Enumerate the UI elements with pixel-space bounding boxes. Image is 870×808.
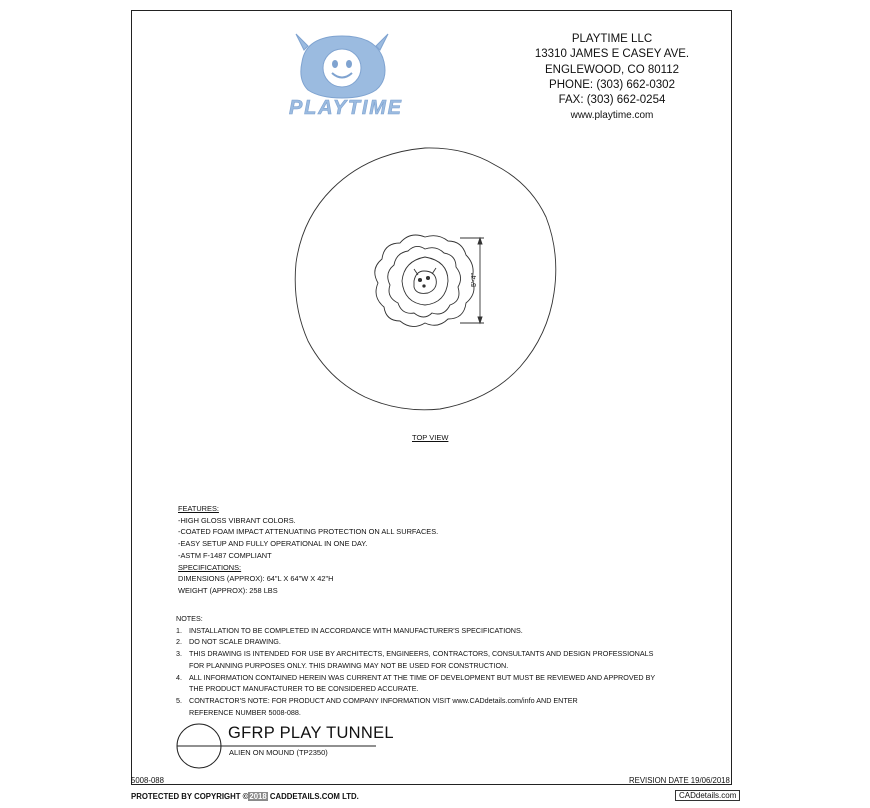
drawing-title: GFRP PLAY TUNNEL xyxy=(228,724,394,742)
drawing-subtitle: ALIEN ON MOUND (TP2350) xyxy=(229,748,328,757)
note-text: ALL INFORMATION CONTAINED HEREIN WAS CURRENT AT THE TIME OF DEVELOPMENT BUT MUST BE REVIEWED AND APPROVED BY xyxy=(189,672,656,682)
copyright-notice xyxy=(131,792,359,801)
note-item xyxy=(176,625,706,637)
note-number: 3. xyxy=(176,649,182,659)
note-text: DO NOT SCALE DRAWING. xyxy=(189,637,281,647)
feature-item: -HIGH GLOSS VIBRANT COLORS. xyxy=(178,515,296,525)
company-website[interactable]: www.playtime.com xyxy=(570,110,654,122)
note-item xyxy=(176,672,706,684)
note-text: CONTRACTOR'S NOTE: FOR PRODUCT AND COMPANY INFORMATION VISIT www.CADdetails.com/info AND ENTER xyxy=(189,695,578,705)
company-address-2: ENGLEWOOD, CO 80112 xyxy=(545,63,679,76)
features-heading: FEATURES: xyxy=(178,504,219,513)
note-text-continued: FOR PLANNING PURPOSES ONLY. THIS DRAWING MAY NOT BE USED FOR CONSTRUCTION. xyxy=(189,660,509,670)
company-name: PLAYTIME LLC xyxy=(571,33,653,45)
note-item xyxy=(176,695,706,707)
specifications-heading: SPECIFICATIONS: xyxy=(178,562,242,572)
reference-number: 5008-088 xyxy=(131,776,164,785)
feature-item: -COATED FOAM IMPACT ATTENUATING PROTECTION ON ALL SURFACES. xyxy=(178,527,439,537)
note-number: 4. xyxy=(176,672,182,682)
copyright-prefix: PROTECTED BY COPYRIGHT © xyxy=(131,792,249,801)
caddetails-badge[interactable]: CADdetails.com xyxy=(675,790,740,801)
note-number: 2. xyxy=(176,637,182,647)
logo-wordmark: PLAYTIME xyxy=(289,97,401,118)
company-address-1: 13310 JAMES E CASEY AVE. xyxy=(534,48,690,61)
note-text-continued: REFERENCE NUMBER 5008-088. xyxy=(189,707,301,717)
notes-heading: NOTES: xyxy=(176,614,203,623)
view-label: TOP VIEW xyxy=(412,433,449,442)
note-item xyxy=(176,636,706,648)
company-phone: PHONE: (303) 662-0302 xyxy=(549,78,675,91)
copyright-suffix: CADDETAILS.COM LTD. xyxy=(267,792,359,801)
spec-item: DIMENSIONS (APPROX): 64"L X 64"W X 42"H xyxy=(178,574,334,584)
company-fax: FAX: (303) 662-0254 xyxy=(558,94,666,107)
playtime-logo xyxy=(284,32,406,118)
top-view-drawing xyxy=(290,145,560,415)
features-section xyxy=(178,503,438,597)
note-number: 5. xyxy=(176,695,182,705)
feature-item: -ASTM F-1487 COMPLIANT xyxy=(178,550,272,560)
feature-item: -EASY SETUP AND FULLY OPERATIONAL IN ONE DAY. xyxy=(178,539,368,549)
notes-section xyxy=(176,613,706,718)
revision-date: REVISION DATE 19/06/2018 xyxy=(629,776,730,785)
copyright-year: 2018 xyxy=(249,792,267,801)
note-number: 1. xyxy=(176,625,182,635)
note-text: THIS DRAWING IS INTENDED FOR USE BY ARCHITECTS, ENGINEERS, CONTRACTORS, CONSULTANTS AND DESIGN PROFESSIONALS xyxy=(189,649,654,659)
dimension-label: 5'-4" xyxy=(471,273,478,287)
note-item xyxy=(176,648,706,660)
spec-item: WEIGHT (APPROX): 258 LBS xyxy=(178,585,278,595)
company-info xyxy=(527,32,697,124)
note-text: INSTALLATION TO BE COMPLETED IN ACCORDANCE WITH MANUFACTURER'S SPECIFICATIONS. xyxy=(189,625,523,635)
note-text-continued: THE PRODUCT MANUFACTURER TO BE CONSIDERED ACCURATE. xyxy=(189,684,419,694)
